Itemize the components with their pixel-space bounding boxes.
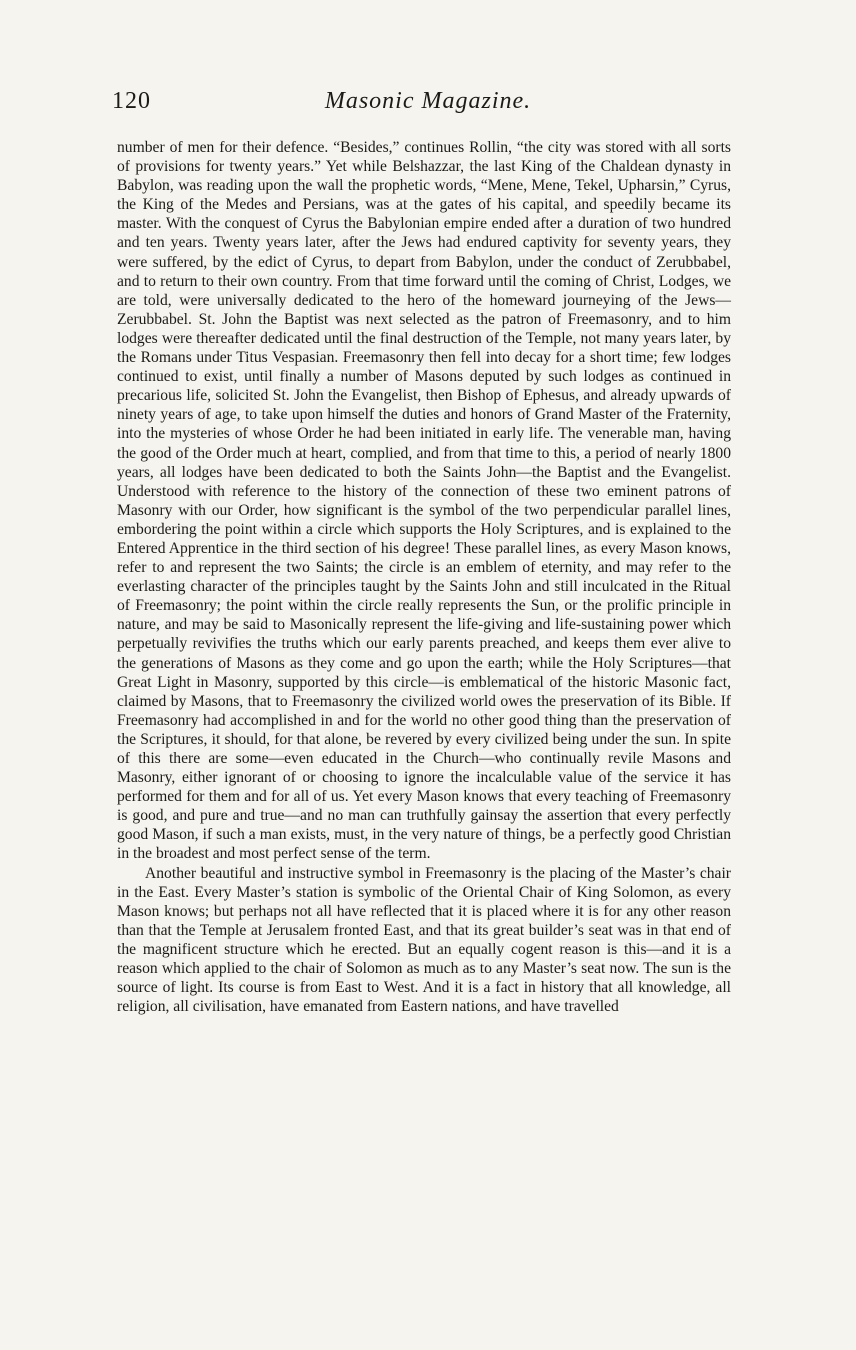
page-header — [112, 88, 744, 120]
page-number: 120 — [112, 88, 151, 114]
paragraph-continued: number of men for their defence. “Besides,” continues Rollin, “the city was stored with all sorts of provisions for twenty years.” Yet while Belshazzar, the last King of the Chaldean dynasty in Babylon, was reading upon the wall the prophetic words, “Mene, Mene, Tekel, Upharsin,” Cyrus, the King of the Medes and Persians, was at the gates of his capital, and speedily became its master. With the conquest of Cyrus the Babylonian empire ended after a duration of two hundred and ten years. Twenty years later, after the Jews had endured captivity for seventy years, they were suffered, by the edict of Cyrus, to depart from Babylon, under the conduct of Zerubbabel, and to return to their own country. From that time forward until the coming of Christ, Lodges, we are told, were universally dedicated to the hero of the homeward journeying of the Jews—Zerubbabel. St. John the Baptist was next selected as the patron of Freemasonry, and to him lodges were thereafter dedicated until the final destruction of the Temple, not many years later, by the Romans under Titus Vespasian. Freemasonry then fell into decay for a short time; few lodges continued to exist, until finally a number of Masons deputed by such lodges as continued in precarious life, solicited St. John the Evangelist, then Bishop of Ephesus, and already upwards of ninety years of age, to take upon himself the duties and honors of Grand Master of the Fraternity, into the mysteries of whose Order he had been initiated in early life. The venerable man, having the good of the Order much at heart, complied, and from that time to this, a period of nearly 1800 years, all lodges have been dedicated to both the Saints John—the Baptist and the Evangelist. Understood with reference to the history of the connection of these two eminent patrons of Masonry with our Order, how significant is the symbol of the two perpendicular parallel lines, embordering the point within a circle which supports the Holy Scriptures, and is explained to the Entered Apprentice in the third section of his degree! These parallel lines, as every Mason knows, refer to and represent the two Saints; the circle is an emblem of eternity, and may refer to the everlasting character of the principles taught by the Saints John and still inculcated in the Ritual of Freemasonry; the point within the circle really represents the Sun, or the prolific principle in nature, and may be said to Masonically represent the life-giving and life-sustaining power which perpetually revivifies the truths which our early parents preached, and keeps them ever alive to the generations of Masons as they come and go upon the earth; while the Holy Scriptures—that Great Light in Masonry, supported by this circle—is emblematical of the historic Masonic fact, claimed by Masons, that to Freemasonry the civilized world owes the preservation of its Bible. If Freemasonry had accomplished in and for the world no other good thing than the preservation of the Scriptures, it should, for that alone, be revered by every civilized being under the sun. In spite of this there are some—even educated in the Church—who continually revile Masons and Masonry, either ignorant of or choosing to ignore the incalculable value of the service it has performed for them and for all of us. Yet every Mason knows that every teaching of Freemasonry is good, and pure and true—and no man can truthfully gainsay the assertion that every perfectly good Mason, if such a man exists, must, in the very nature of things, be a perfectly good Christian in the broadest and most perfect sense of the term. — [117, 139, 731, 863]
article-body — [117, 138, 731, 1016]
paragraph-masters-chair: Another beautiful and instructive symbol in Freemasonry is the placing of the Master’s chair in the East. Every Master’s station is symbolic of the Oriental Chair of King Solomon, as every Mason knows; but perhaps not all have reflected that it is placed where it is for any other reason than that the Temple at Jerusalem fronted East, and that its great builder’s seat was in that end of the magnificent structure which he erected. But an equally cogent reason is this—and it is a reason which applied to the chair of Solomon as much as to any Master’s seat now. The sun is the source of light. Its course is from East to West. And it is a fact in history that all knowledge, all religion, all civilisation, have emanated from Eastern nations, and have travelled — [117, 864, 731, 1016]
running-title: Masonic Magazine. — [324, 88, 532, 114]
